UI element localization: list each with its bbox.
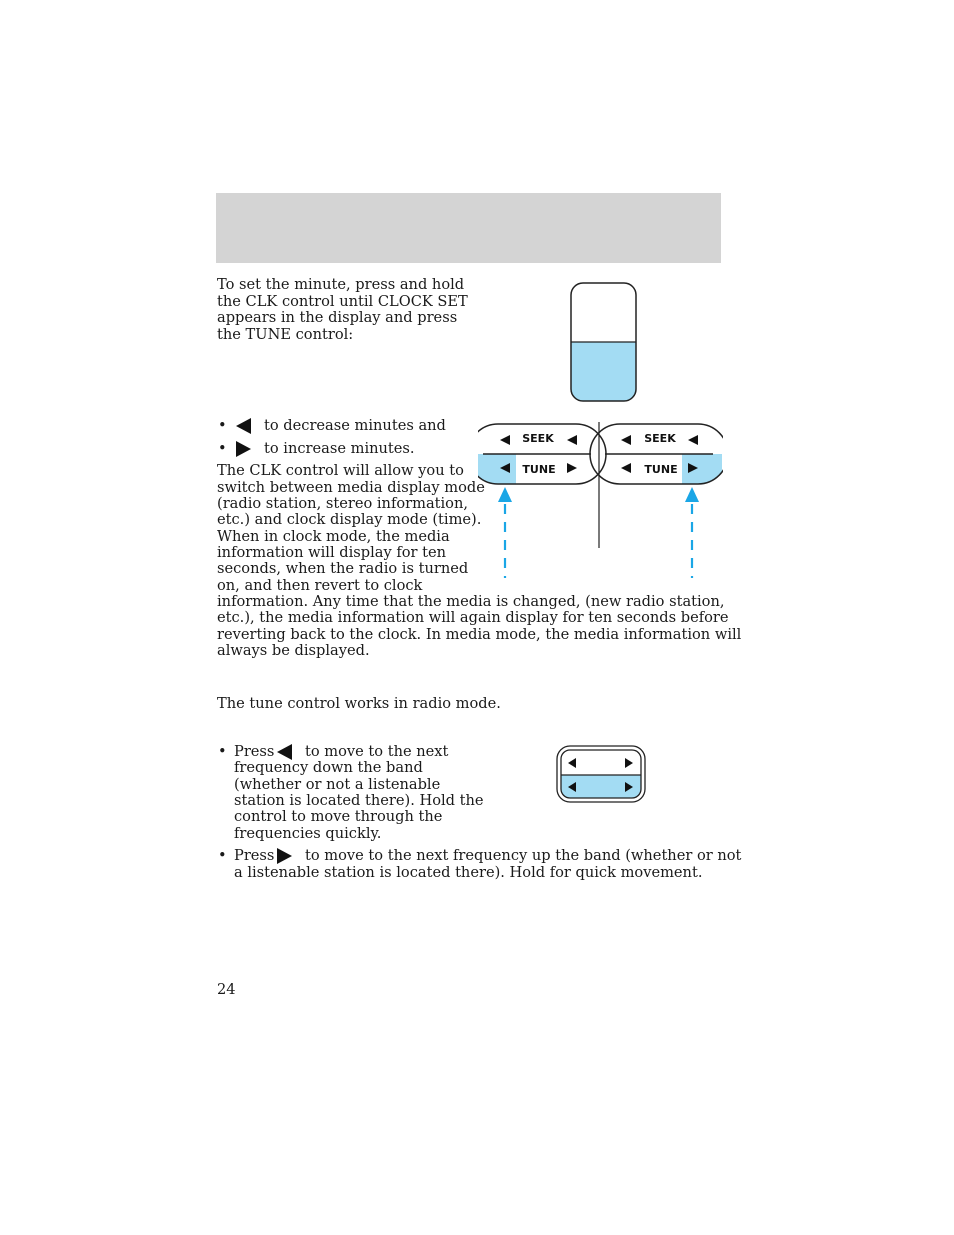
clk-paragraph-line: information will display for ten	[217, 544, 447, 561]
seek-right-arrow-icon	[625, 758, 633, 768]
clk-paragraph-line: etc.), the media information will again display for ten seconds before	[217, 609, 729, 626]
tune-right-arrow-icon	[567, 463, 577, 473]
clk-paragraph-line: seconds, when the radio is turned	[217, 560, 469, 577]
seek-left-arrow-icon	[500, 435, 510, 445]
section-header-band	[216, 193, 721, 263]
press-down-line: station is located there). Hold the	[234, 792, 484, 809]
seek-left-arrow-icon	[621, 435, 631, 445]
clk-paragraph-line: When in clock mode, the media	[217, 528, 450, 545]
press-down-line: frequency down the band	[234, 759, 423, 776]
bullet-dot: •	[218, 417, 227, 434]
press-down-line: control to move through the	[234, 808, 443, 825]
press-up-line: to move to the next frequency up the band (whether or not	[305, 847, 742, 864]
bullet-dot: •	[218, 847, 227, 864]
intro-paragraph: To set the minute, press and hold the CLK control until CLOCK SET appears in the display and press the TUNE control:	[217, 276, 468, 343]
bullet-dot: •	[218, 440, 227, 457]
clk-paragraph-line: on, and then revert to clock	[217, 577, 423, 594]
seek-left-arrow-icon	[568, 758, 576, 768]
seek-tune-control-right	[590, 424, 723, 486]
tune-control-small-illustration	[554, 745, 650, 805]
page-number: 24	[217, 981, 236, 998]
left-arrow-icon	[236, 418, 251, 434]
seek-label: SEEK	[522, 432, 554, 445]
seek-tune-control-illustration	[478, 420, 723, 582]
clk-paragraph-line: reverting back to the clock. In media mode, the media information will	[217, 626, 742, 643]
right-arrow-icon	[277, 848, 292, 864]
seek-tune-control-left	[478, 424, 606, 486]
tune-intro-text: The tune control works in radio mode.	[217, 695, 501, 712]
clk-paragraph-line: information. Any time that the media is changed, (new radio station,	[217, 593, 725, 610]
press-up-line: a listenable station is located there). Hold for quick movement.	[234, 864, 703, 881]
tune-left-arrow-icon	[621, 463, 631, 473]
clk-paragraph-line: switch between media display mode	[217, 479, 485, 496]
increase-minutes-text: to increase minutes.	[264, 440, 415, 457]
clk-paragraph-line: (radio station, stereo information,	[217, 495, 469, 512]
pointer-arrow-left	[498, 487, 512, 578]
bullet-dot: •	[218, 743, 227, 760]
decrease-minutes-text: to decrease minutes and	[264, 417, 446, 434]
seek-label: SEEK	[644, 432, 676, 445]
left-arrow-icon	[277, 744, 292, 760]
pointer-arrow-right	[685, 487, 699, 578]
press-down-line: to move to the next	[305, 743, 449, 760]
clk-button-illustration	[568, 280, 640, 404]
press-label: Press	[234, 847, 275, 864]
seek-right-arrow-icon	[688, 435, 698, 445]
clk-paragraph-line: etc.) and clock display mode (time).	[217, 511, 482, 528]
clk-paragraph-line: always be displayed.	[217, 642, 370, 659]
right-arrow-icon	[236, 441, 251, 457]
press-down-line: frequencies quickly.	[234, 825, 382, 842]
press-down-line: (whether or not a listenable	[234, 776, 441, 793]
clk-paragraph-line: The CLK control will allow you to	[217, 462, 464, 479]
tune-label: TUNE	[644, 463, 678, 476]
seek-right-arrow-icon	[567, 435, 577, 445]
press-label: Press	[234, 743, 275, 760]
tune-label: TUNE	[522, 463, 556, 476]
